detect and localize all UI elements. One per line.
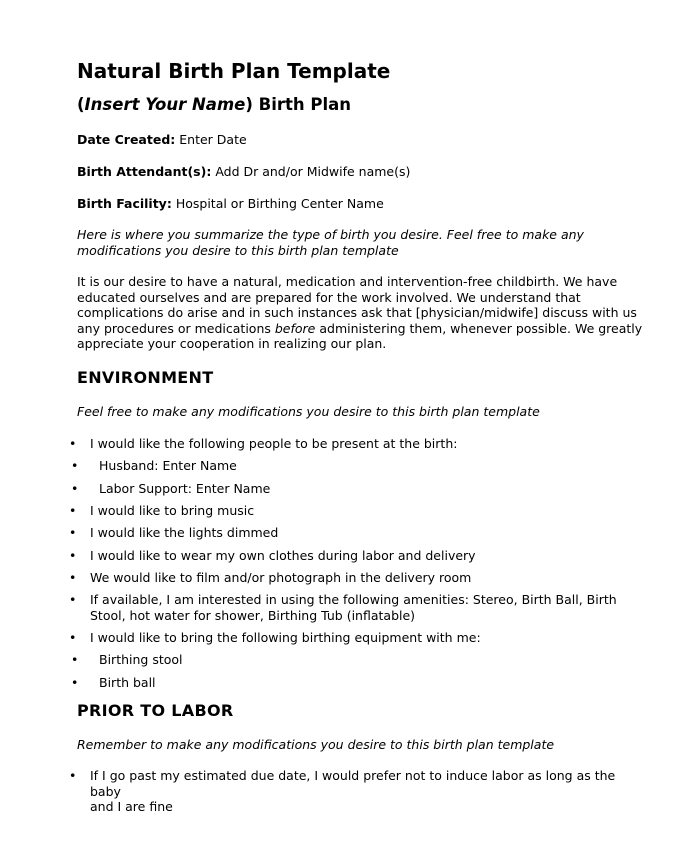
bullet: •: [69, 570, 77, 585]
prior-to-labor-note: Remember to make any modifications you desire to this birth plan template: [77, 737, 555, 752]
bullet: •: [71, 675, 79, 690]
bullet: •: [69, 548, 77, 563]
birth-attendant-value: Add Dr and/or Midwife name(s): [215, 164, 411, 179]
birth-facility-label: Birth Facility:: [77, 196, 172, 211]
list-item-text: Husband: Enter Name: [99, 458, 237, 473]
prior-to-labor-heading: PRIOR TO LABOR: [77, 701, 234, 720]
bullet: •: [69, 503, 77, 518]
list-item-text-line-1: If available, I am interested in using the following amenities: Stereo, Birth Ball, Birth: [90, 592, 617, 607]
subtitle-open-paren: (: [77, 95, 85, 114]
list-item-text: I would like the following people to be present at the birth:: [90, 436, 458, 451]
list-item-text: We would like to film and/or photograph in the delivery room: [90, 570, 472, 585]
intro-note-line-1: Here is where you summarize the type of birth you desire. Feel free to make any: [77, 227, 584, 242]
bullet: •: [69, 592, 77, 607]
list-item-text: I would like to wear my own clothes during labor and delivery: [90, 548, 476, 563]
bullet: •: [69, 768, 77, 783]
environment-note: Feel free to make any modifications you desire to this birth plan template: [77, 404, 540, 419]
date-created-label: Date Created:: [77, 132, 176, 147]
intro-note: [77, 227, 584, 258]
birth-facility-value: Hospital or Birthing Center Name: [175, 196, 384, 211]
birth-attendant-label: Birth Attendant(s):: [77, 164, 212, 179]
list-item-text: Birthing stool: [99, 652, 183, 667]
intro-note-line-2: modifications you desire to this birth plan template: [77, 242, 399, 258]
birth-attendant-field: [77, 164, 410, 179]
environment-heading: ENVIRONMENT: [77, 368, 214, 387]
date-created-field: [77, 132, 247, 147]
desire-line-2: educated ourselves and are prepared for the work involved. We understand that: [77, 289, 581, 305]
document-title: Natural Birth Plan Template: [77, 59, 391, 83]
desire-line-4-end: administering them, whenever possible. We greatly: [315, 320, 643, 336]
desire-line-3: complications do arise and in such instances ask that [physician/midwife] discuss with us: [77, 305, 637, 320]
bullet: •: [69, 525, 77, 540]
bullet: •: [69, 436, 77, 451]
desire-line-1: It is our desire to have a natural, medication and intervention-free childbirth. We have: [77, 274, 618, 289]
bullet: •: [69, 630, 77, 645]
list-item-text: I would like to bring the following birthing equipment with me:: [90, 630, 481, 645]
desire-line-5: appreciate your cooperation in realizing our plan.: [77, 336, 387, 351]
name-placeholder: Insert Your Name: [84, 95, 246, 114]
desire-line-4-start: any procedures or medications: [77, 320, 275, 336]
list-item-text-line-1: If I go past my estimated due date, I would prefer not to induce labor as long as the baby: [90, 768, 616, 799]
date-created-value: Enter Date: [179, 132, 247, 147]
list-item-text: I would like to bring music: [90, 503, 255, 518]
bullet: •: [71, 652, 79, 667]
list-item-text: Birth ball: [99, 675, 156, 690]
desire-line-4-emphasis: before: [274, 320, 316, 336]
bullet: •: [71, 458, 79, 473]
list-item-text: I would like the lights dimmed: [90, 525, 279, 540]
list-item-text-line-2: and I are fine: [90, 799, 173, 814]
list-item-text: [90, 592, 646, 623]
list-item-text: [90, 768, 646, 815]
desire-line-4: [77, 321, 647, 337]
birth-facility-field: [77, 196, 384, 211]
desire-paragraph: [77, 274, 647, 352]
bullet: •: [71, 481, 79, 496]
list-item-text-line-2: Stool, hot water for shower, Birthing Tub (inflatable): [90, 607, 416, 623]
birth-plan-subtitle: [77, 95, 351, 114]
subtitle-rest: ) Birth Plan: [245, 95, 351, 114]
list-item-text: Labor Support: Enter Name: [99, 481, 271, 496]
